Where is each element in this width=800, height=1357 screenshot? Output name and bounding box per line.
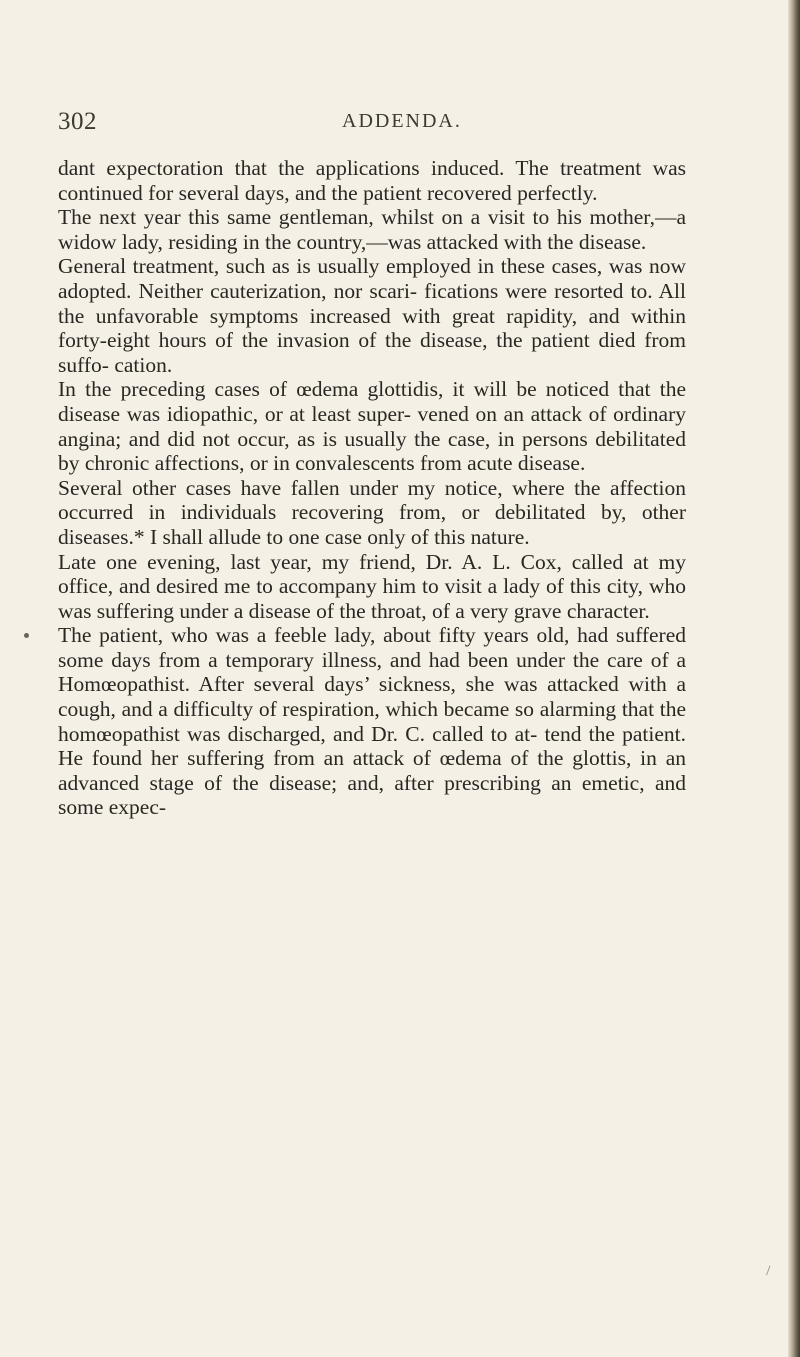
paragraph: Several other cases have fallen under my notice, where the affection occurred in individuals recovering from, or debilitated by, other diseases.* I shall allude to one case only of this nature. bbox=[58, 475, 686, 549]
paragraph: The next year this same gentleman, whilst on a visit to his mother,—a widow lady, residing in the country,—was attacked with the disease. bbox=[58, 205, 686, 254]
ink-speck bbox=[24, 633, 29, 638]
body-text bbox=[58, 156, 686, 820]
pencil-mark bbox=[759, 1263, 771, 1275]
running-head: ADDENDA. bbox=[342, 110, 462, 132]
paragraph: In the preceding cases of œdema glottidis, it will be noticed that the disease was idiopathic, or at least super- vened on an attack of ordinary angina; and did not occur, as is usually the case, in persons debilitated by chronic affections, or in convalescents from acute disease. bbox=[58, 377, 686, 476]
paragraph: The patient, who was a feeble lady, about fifty years old, had suffered some days from a temporary illness, and had been under the care of a Homœopathist. After several days’ sickness, she was attacked with a cough, and a difficulty of respiration, which became so alarming that the homœopathist was discharged, and Dr. C. called to at- tend the patient. He found her suffering from an attack of œdema of the glottis, in an advanced stage of the disease; and, after prescribing an emetic, and some expec- bbox=[58, 623, 686, 820]
paragraph: General treatment, such as is usually employed in these cases, was now adopted. Neither cauterization, nor scari- fications were resorted to. All the unfavorable symptoms increased with great rapidity, and within forty-eight hours of the invasion of the disease, the patient died from suffo- cation. bbox=[58, 254, 686, 377]
paragraph: Late one evening, last year, my friend, Dr. A. L. Cox, called at my office, and desired me to accompany him to visit a lady of this city, who was suffering under a disease of the throat, of a very grave character. bbox=[58, 549, 686, 623]
page-edge-shadow bbox=[788, 0, 800, 1357]
page-number: 302 bbox=[58, 108, 97, 135]
page-header bbox=[0, 100, 800, 140]
paragraph: dant expectoration that the applications induced. The treatment was continued for several days, and the patient recovered perfectly. bbox=[58, 156, 686, 205]
